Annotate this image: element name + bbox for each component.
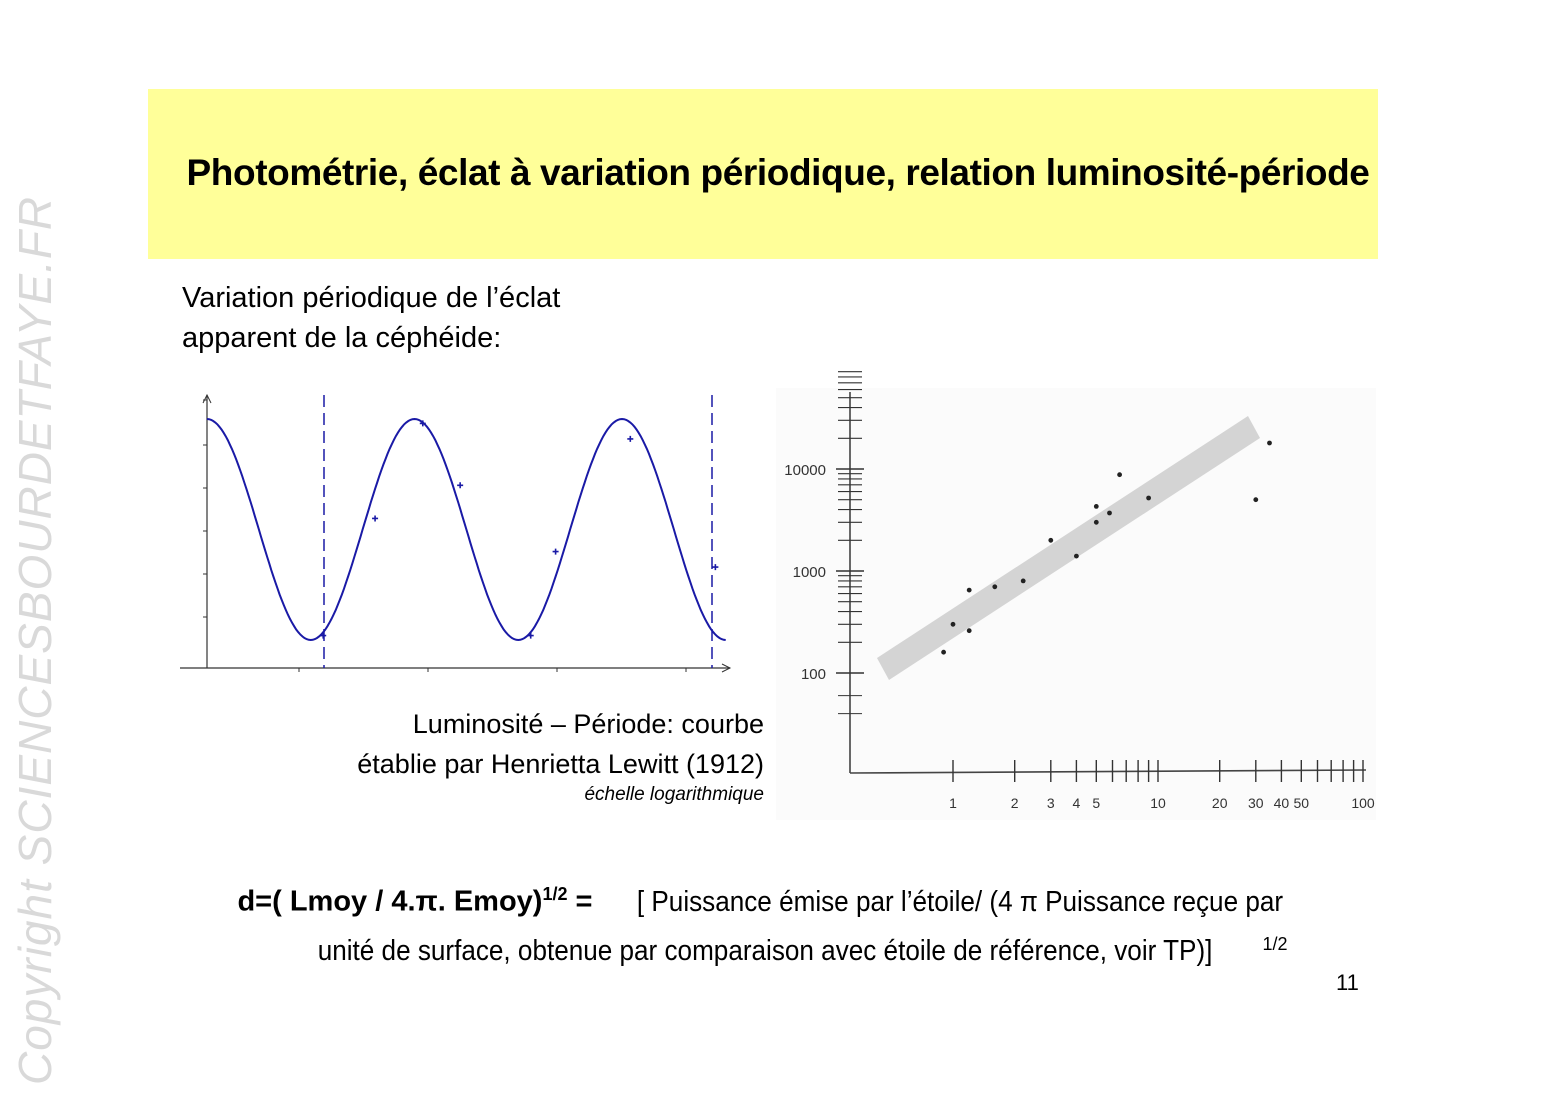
- light-curve-point: [553, 549, 559, 555]
- lp-x-tick-label: 4: [1072, 795, 1081, 811]
- formula-line-1-text: [ Puissance émise par l’étoile/ (4 π Puissance reçue par: [636, 885, 1283, 918]
- formula-line-2-exponent: 1/2: [1262, 933, 1288, 954]
- lp-point: [967, 628, 972, 633]
- lp-y-tick-label: 1000: [792, 564, 826, 581]
- lp-point: [1253, 497, 1258, 502]
- formula-equals: =: [567, 885, 601, 918]
- light-curve-points: [320, 420, 718, 638]
- lewitt-caption: [357, 704, 764, 806]
- lp-x-tick-label: 2: [1010, 795, 1019, 811]
- light-curve-sinusoid: [207, 419, 726, 640]
- formula-bold-exponent: 1/2: [542, 884, 568, 904]
- lp-point: [1094, 520, 1099, 525]
- lp-x-tick-label: 1: [949, 795, 957, 811]
- lp-point: [1146, 496, 1151, 501]
- light-curve-point: [712, 564, 718, 570]
- lp-y-tick-label: 10000: [784, 462, 826, 479]
- light-curve-point: [457, 482, 463, 488]
- formula-line-2: [0, 923, 1556, 973]
- lp-x-tick-label: 100: [1351, 795, 1375, 811]
- formula-line-1: [0, 873, 1556, 923]
- lp-x-tick-label: 10: [1150, 795, 1166, 811]
- lp-point: [967, 588, 972, 593]
- lp-point: [1021, 579, 1026, 584]
- page-number: 11: [1336, 970, 1359, 995]
- distance-formula: [0, 873, 1556, 972]
- caption-line-2: établie par Henrietta Lewitt (1912): [357, 749, 764, 779]
- intro-line-1: Variation périodique de l’éclat: [182, 282, 561, 314]
- lp-point: [1048, 538, 1053, 543]
- light-curve-chart: [180, 395, 730, 672]
- lp-point: [1074, 554, 1079, 559]
- light-curve-point: [627, 436, 633, 442]
- caption-line-1: Luminosité – Période: courbe: [412, 709, 764, 739]
- lp-x-tick-label: 3: [1046, 795, 1055, 811]
- lp-x-tick-label: 30: [1248, 795, 1264, 811]
- lp-point: [1107, 511, 1112, 516]
- lp-point: [951, 622, 956, 627]
- lp-x-tick-label: 5: [1092, 795, 1101, 811]
- lp-point: [1094, 504, 1099, 509]
- lp-point: [1117, 472, 1122, 477]
- scan-background: [776, 388, 1376, 820]
- formula-line-2-text: unité de surface, obtenue par comparaison avec étoile de référence, voir TP)]: [318, 935, 1213, 968]
- caption-note: échelle logarithmique: [584, 784, 764, 805]
- lp-point: [941, 650, 946, 655]
- light-curve-point: [372, 515, 378, 521]
- intro-line-2: apparent de la céphéide:: [182, 322, 502, 354]
- lp-y-tick-label: 100: [800, 666, 826, 683]
- lp-point: [992, 584, 997, 589]
- page-title: Photométrie, éclat à variation périodique, relation luminosité-période: [186, 152, 1370, 193]
- lp-x-tick-label: 50: [1293, 795, 1310, 811]
- lp-x-tick-label: 40: [1273, 795, 1290, 811]
- lp-x-tick-label: 20: [1211, 795, 1228, 811]
- formula-bold: d=( Lmoy / 4.π. Emoy): [237, 885, 543, 918]
- luminosity-period-chart: [776, 372, 1376, 820]
- copyright-watermark: Copyright SCIENCESBOURDETFAYE.FR: [9, 195, 61, 1085]
- lp-point: [1267, 441, 1272, 446]
